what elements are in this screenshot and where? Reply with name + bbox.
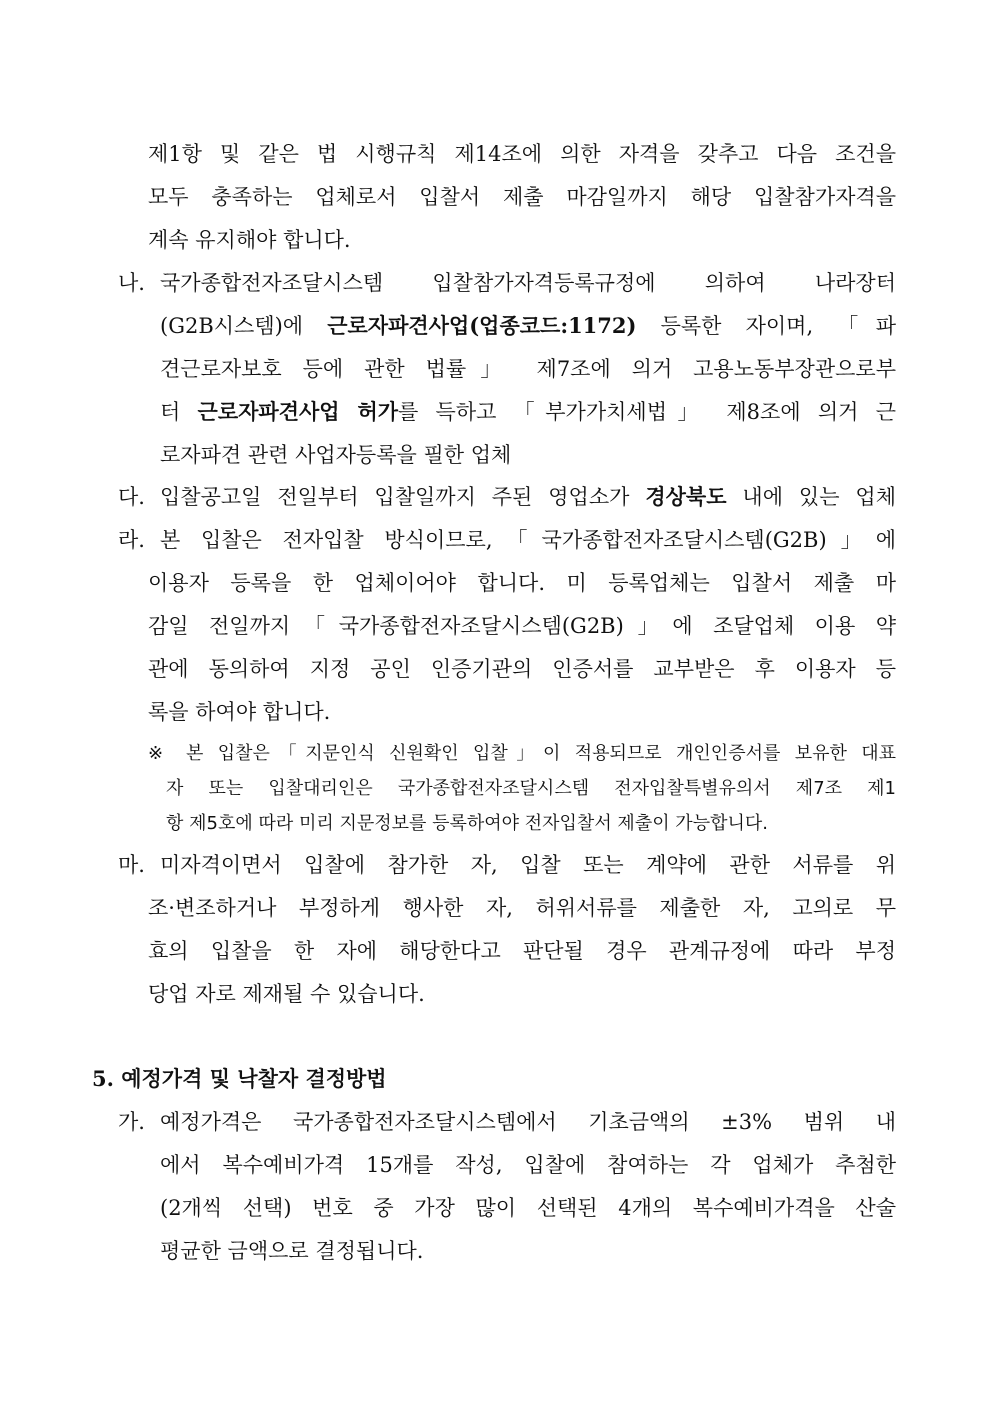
paragraph-line: 모두 충족하는 업체로서 입찰서 제출 마감일까지 해당 입찰참가자격을 [148, 185, 896, 209]
item-marker: 라. [118, 528, 145, 552]
item-marker: 가. [118, 1110, 145, 1134]
paragraph-line: (2개씩 선택) 번호 중 가장 많이 선택된 4개의 복수예비가격을 산술 [160, 1196, 896, 1220]
bold-term: 근로자파견사업(업종코드:1172) [327, 313, 637, 338]
item-marker: 나. [118, 271, 145, 295]
paragraph-line: 제1항 및 같은 법 시행규칙 제14조에 의한 자격을 갖추고 다음 조건을 [148, 142, 896, 166]
paragraph-line: 이용자 등록을 한 업체이어야 합니다. 미 등록업체는 입찰서 제출 마 [148, 571, 896, 595]
paragraph-line: 에서 복수예비가격 15개를 작성, 입찰에 참여하는 각 업체가 추첨한 [160, 1153, 896, 1177]
paragraph-line: 견근로자보호 등에 관한 법률」 제7조에 의거 고용노동부장관으로부 [160, 357, 896, 381]
paragraph-line: 미자격이면서 입찰에 참가한 자, 입찰 또는 계약에 관한 서류를 위 [160, 853, 896, 877]
paragraph-line: 감일 전일까지「국가종합전자조달시스템(G2B)」에 조달업체 이용 약 [148, 614, 896, 638]
note-line: ※ 본 입찰은「지문인식 신원확인 입찰」이 적용되므로 개인인증서를 보유한 대표 [148, 743, 896, 764]
bold-term: 경상북도 [645, 484, 727, 509]
bold-term: 근로자파견사업 허가 [197, 399, 399, 424]
paragraph-line: 국가종합전자조달시스템 입찰참가자격등록규정에 의하여 나라장터 [160, 271, 896, 295]
paragraph-line: 록을 하여야 합니다. [148, 700, 331, 724]
paragraph-line: 계속 유지해야 합니다. [148, 228, 351, 252]
paragraph-line: 입찰공고일 전일부터 입찰일까지 주된 영업소가 경상북도 내에 있는 업체 [160, 484, 896, 509]
paragraph-line: 조·변조하거나 부정하게 행사한 자, 허위서류를 제출한 자, 고의로 무 [148, 896, 896, 920]
paragraph-line: 효의 입찰을 한 자에 해당한다고 판단될 경우 관계규정에 따라 부정 [148, 939, 896, 963]
paragraph-line: 본 입찰은 전자입찰 방식이므로,「국가종합전자조달시스템(G2B)」에 [160, 528, 896, 552]
paragraph-line: 관에 동의하여 지정 공인 인증기관의 인증서를 교부받은 후 이용자 등 [148, 657, 896, 681]
paragraph-line: 당업 자로 제재될 수 있습니다. [148, 982, 425, 1006]
paragraph-line: 예정가격은 국가종합전자조달시스템에서 기초금액의 ±3% 범위 내 [160, 1110, 896, 1134]
section-heading: 5. 예정가격 및 낙찰자 결정방법 [92, 1066, 387, 1091]
note-line: 자 또는 입찰대리인은 국가종합전자조달시스템 전자입찰특별유의서 제7조 제1 [166, 778, 896, 799]
note-line: 항 제5호에 따라 미리 지문정보를 등록하여야 전자입찰서 제출이 가능합니다. [166, 813, 768, 834]
item-marker: 다. [118, 485, 145, 509]
paragraph-line: 로자파견 관련 사업자등록을 필한 업체 [160, 443, 512, 467]
item-marker: 마. [118, 853, 145, 877]
paragraph-line: 터 근로자파견사업 허가를 득하고 「부가가치세법」 제8조에 의거 근 [160, 399, 896, 424]
paragraph-line: 평균한 금액으로 결정됩니다. [160, 1239, 424, 1263]
paragraph-line: (G2B시스템)에 근로자파견사업(업종코드:1172) 등록한 자이며, 「파 [160, 313, 896, 338]
